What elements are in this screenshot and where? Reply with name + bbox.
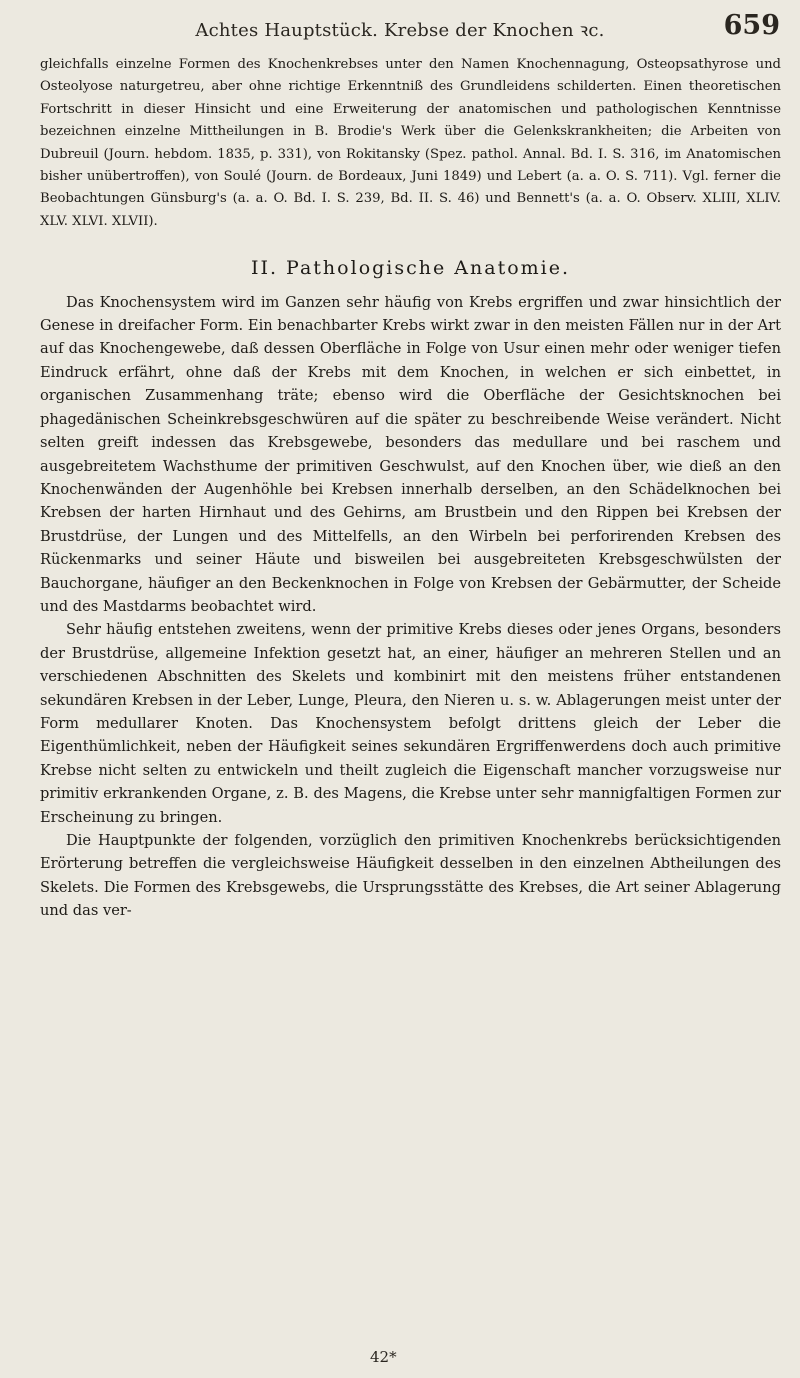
body-text <box>40 54 781 923</box>
paragraph-secondary: Sehr häufig entstehen zweitens, wenn der primitive Krebs dieses oder jenes Organs, besonders der Brustdrüse, allgemeine Infektion gesetzt hat, an einer, häufiger an mehreren Stellen und an verschiedenen Abschnitten des Skelets und kombinirt mit den meistens früher entstandenen sekundären Krebsen in der Leber, Lunge, Pleura, den Nieren u. s. w. Ablagerungen meist unter der Form medullarer Knoten. Das Knochensystem befolgt drittens gleich der Leber die Eigenthümlichkeit, neben der Häufigkeit seines sekundären Ergriffenwerdens doch auch primitive Krebse nicht selten zu entwickeln und theilt zugleich die Eigenschaft mancher vorzugsweise nur primitiv erkrankenden Organe, z. B. des Magens, die Krebse unter sehr mannigfaltigen Formen zur Erscheinung zu bringen. <box>40 621 781 826</box>
page-number: 659 <box>723 10 780 41</box>
signature-mark: 42* <box>370 1348 397 1366</box>
paragraph-literature: gleichfalls einzelne Formen des Knochenkrebses unter den Namen Knochennagung, Osteopsathyrose und Osteolyose naturgetreu, aber ohne richtige Erkenntniß des Grundleidens schilderten. Einen theoretischen Fortschritt in dieser Hinsicht und eine Erweiterung der anatomischen und pathologischen Kenntnisse bezeichnen einzelne Mittheilungen in B. Brodie's Werk über die Gelenkskrankheiten; die Arbeiten von Dubreuil (Journ. hebdom. 1835, p. 331), von Rokitansky (Spez. pathol. Annal. Bd. I. S. 316, im Anatomischen bisher unübertroffen), von Soulé (Journ. de Bordeaux, Juni 1849) und Lebert (a. a. O. S. 711). Vgl. ferner die Beobachtungen Günsburg's (a. a. O. Bd. I. S. 239, Bd. II. S. 46) und Bennett's (a. a. O. Observ. XLIII, XLIV. XLV. XLVI. XLVII). <box>40 57 781 229</box>
paragraph-mainpoints: Die Hauptpunkte der folgenden, vorzüglich den primitiven Knochenkrebs berücksichtigenden Erörterung betreffen die vergleichsweise Häufigkeit desselben in den einzelnen Abtheilungen des Skelets. Die Formen des Krebsgewebs, die Ursprungsstätte des Krebses, die Art seiner Ablagerung und das ver- <box>40 832 781 920</box>
running-title: Achtes Hauptstück. Krebse der Knochen ꝛc. <box>195 20 605 41</box>
section-heading: II. Pathologische Anatomie. <box>250 257 571 280</box>
paragraph-genesis: Das Knochensystem wird im Ganzen sehr häufig von Krebs ergriffen und zwar hinsichtlich der Genese in dreifacher Form. Ein benachbarter Krebs wirkt zwar in den meisten Fällen nur in der Art auf das Knochengewebe, daß dessen Oberfläche in Folge von Usur einen mehr oder weniger tiefen Eindruck erfährt, ohne daß der Krebs mit dem Knochen, in welchen er sich einbettet, in organischen Zusammenhang träte; ebenso wird die Oberfläche der Gesichtsknochen bei phagedänischen Scheinkrebsgeschwüren auf die später zu beschreibende Weise verändert. Nicht selten greift indessen das Krebsgewebe, besonders das medullare und bei raschem und ausgebreitetem Wachsthume der primitiven Geschwulst, auf den Knochen über, wie dieß an den Knochenwänden der Augenhöhle bei Krebsen innerhalb derselben, an den Schädelknochen bei Krebsen der harten Hirnhaut und des Gehirns, am Brustbein und den Rippen bei Krebsen der Brustdrüse, der Lungen und des Mittelfells, an den Wirbeln bei perforirenden Krebsen des Rückenmarks und seiner Häute und bisweilen bei ausgebreiteten Krebsgeschwülsten der Bauchorgane, häufiger an den Beckenknochen in Folge von Krebsen der Gebärmutter, der Scheide und des Mastdarms beobachtet wird. <box>40 293 781 615</box>
page-header <box>0 8 800 48</box>
